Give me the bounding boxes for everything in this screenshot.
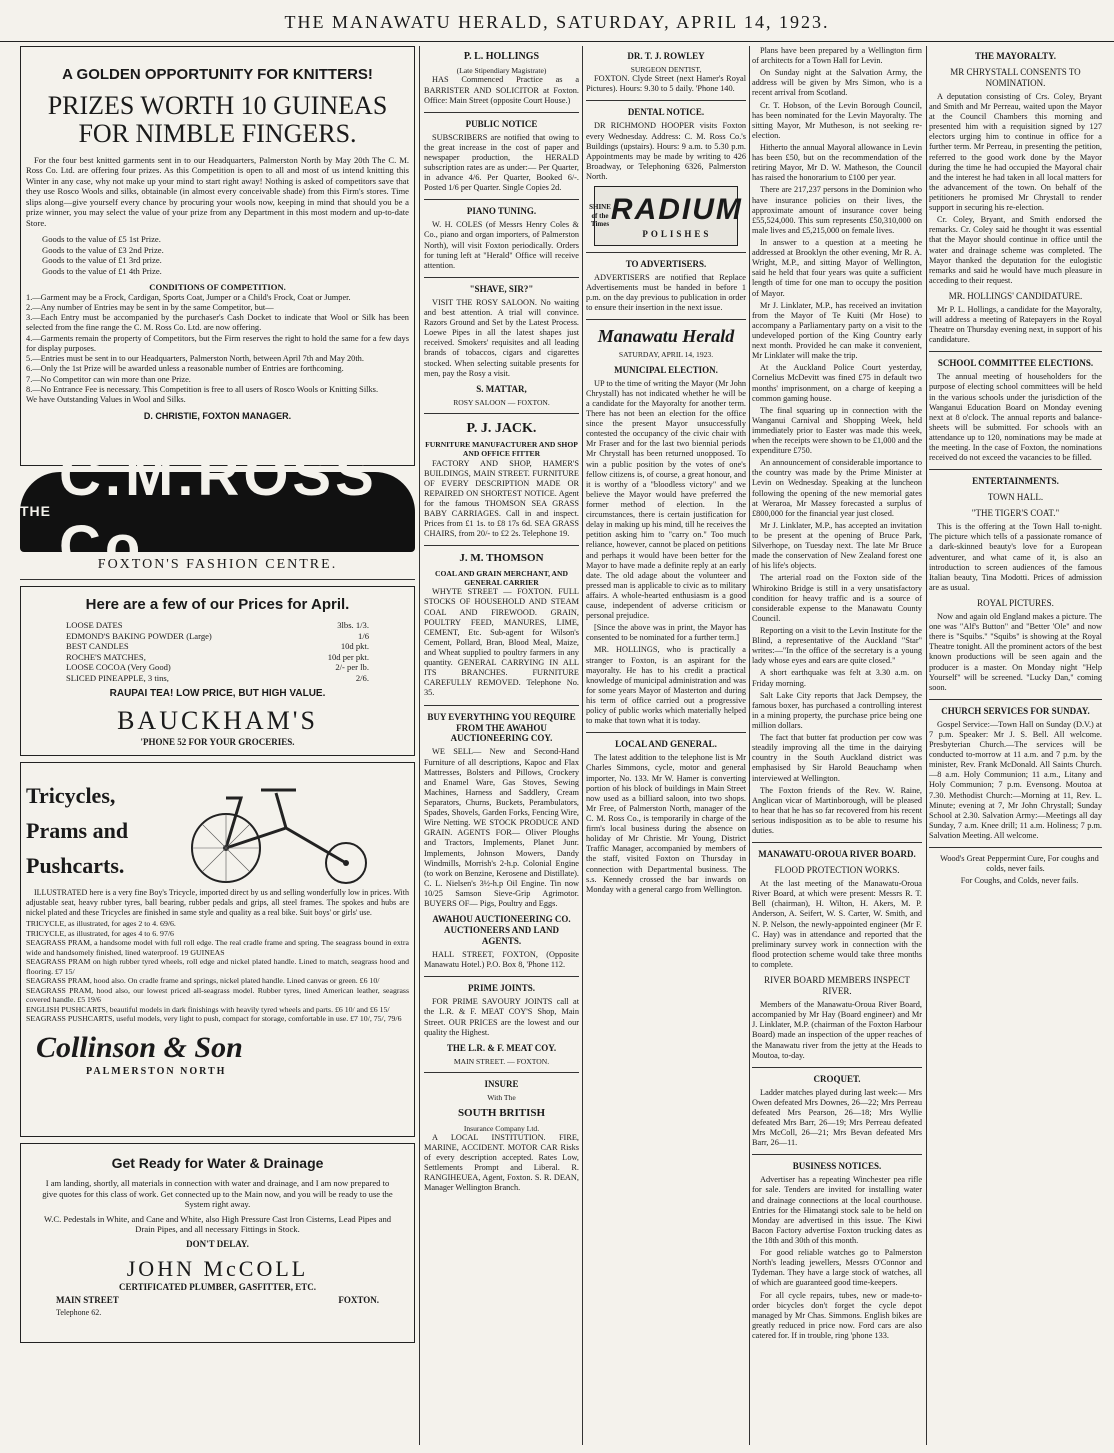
thomson-name: J. M. THOMSON xyxy=(459,552,544,565)
local-title: LOCAL AND GENERAL. xyxy=(615,739,717,750)
price-row: BEST CANDLES 10d pkt. xyxy=(66,641,369,652)
column-news-5 xyxy=(929,46,1102,1445)
condition-item: 7.—No Competitor can win more than one Prize. xyxy=(26,374,191,384)
prize-list xyxy=(42,234,409,276)
golden-headline: A GOLDEN OPPORTUNITY FOR KNITTERS! xyxy=(62,66,373,83)
members-text: Members of the Manawatu-Oroua River Board, accompanied by Mr Hay (Board engineer) and Mr J. Linklater, M.P. (chairman of the Foxton Harbour Board) made an inspection of the upper reaches of the Manawatu river from the jetty at the Heads to Moutoa, to-day. xyxy=(752,1000,922,1060)
shave-text: VISIT THE ROSY SALOON. No waiting and best attention. A trial will convince. Razors Ground and Set by the Latest Process. Loewe Pipes in all the latest shapes just received. Smokers' requisites and all leading brands of tobaccos, cigars and cigarettes stocked. When selecting suitable presents for men, pay the Rosy a visit. xyxy=(424,297,579,378)
tiger-text: This is the offering at the Town Hall to-night. The picture which tells of a passionate romance of a dark-skinned beauty's love for a European adventurer, and what came of it, is also an introduction to screen audiences of the famous Italian beauty, Tina Modotti. Prices of admission are as usual. xyxy=(929,522,1102,592)
mayoralty-text: A deputation consisting of Crs. Coley, Bryant and Smith and Mr Perreau, waited upon the Mayor at the Council Chambers this morning and presented him with a requisition signed by 127 electors urging him to continue in office for a further term. Mr Perreau, in presenting the petition, referred to the good work done by the Mayor during the time he had occupied the Mayoral chair and the interest he had taken in all local matters for the advancement of the town. On behalf of the petitioners he promised Mr Chrystall to render support in securing his re-election. xyxy=(929,91,1102,213)
piano-text: W. H. COLES (of Messrs Henry Coles & Co., piano and organ importers, of Palmerston North), will visit Foxton periodically. Orders for tuning left at "Herald" Office will receive attention. xyxy=(424,220,579,270)
hollings-text: HAS Commenced Practice as a BARRISTER AND SOLICITOR at Foxton. Office: Main Street (opposite Court House.) xyxy=(424,75,579,105)
column-ads-3 xyxy=(586,46,746,1445)
news-para: Plans have been prepared by a Wellington firm of architects for a Town Hall for Levin. xyxy=(752,46,922,66)
water-headline: Get Ready for Water & Drainage xyxy=(111,1155,324,1172)
condition-item: 1.—Garment may be a Frock, Cardigan, Sports Coat, Jumper or a Child's Frock, Coat or Jumper. xyxy=(26,292,351,302)
pram-price-item: SEAGRASS PUSHCARTS, useful models, very light to push, compact for storage, comfortable in use. £7 10/, 75/, 79/6 xyxy=(26,1014,402,1024)
ross-logo-the: THE xyxy=(20,503,51,520)
candidature-text: Mr P. L. Hollings, a candidate for the Mayoralty, will address a meeting of Ratepayers in the Royal Theatre on Thursday evening next, in support of his candidature. xyxy=(929,304,1102,345)
pram-price-list xyxy=(26,919,409,1024)
insure-with: With The xyxy=(487,1092,516,1102)
news-para: Mr J. Linklater, M.P., has accepted an invitation to be present at the opening of Bruce Park, Silverhope, on Tuesday next. The late Mr Bruce made the conservation of New Zealand forest one of his life's objects. xyxy=(752,520,922,571)
mccoll-trade: CERTIFICATED PLUMBER, GASFITTER, ETC. xyxy=(118,1282,317,1293)
dont-delay: DON'T DELAY. xyxy=(186,1238,249,1249)
price-list xyxy=(66,620,369,683)
bauckham-ad xyxy=(20,586,415,756)
radium-brand: RADIUM xyxy=(610,193,743,227)
municipal-text: UP to the time of writing the Mayor (Mr John Chrystall) has not indicated whether he will be a candidate for the Mayoralty for another term. There has not been an election for the office since the present Mayor unsuccessfully contested the occupancy of the civic chair with Mr Fraser and for the last two biennial periods Mr Chrystall has been returned unopposed. To win a public position by the votes of one's fellow citizens is, of course, a great honour, and it is worthy of a "bloodless victory" and we believe the Mayor would have preferred the former method of election. In the circumstances, there is certain justification for delay in making up his mind, till he receives the petition asking him to "carry on." Too much reliance, however, cannot be placed on petitions and perhaps it would have been better for the Mayor to have made a definite reply at an early date. The old adage about the volunteer and pressed man is applicable to civic as to military affairs. A whole-hearted enthusiasm is a good cause, independent of adverse criticism or personal prejudice. xyxy=(586,378,746,621)
collinson-location: PALMERSTON NORTH xyxy=(86,1066,227,1078)
insure-title: INSURE xyxy=(484,1078,519,1089)
mccoll-name: JOHN McCOLL xyxy=(126,1255,309,1281)
condition-item: 6.—Only the 1st Prize will be awarded unless a reasonable number of Entries are forthcoming. xyxy=(26,364,344,374)
mccoll-ad xyxy=(20,1143,415,1343)
manager-signature: D. CHRISTIE, FOXTON MANAGER. xyxy=(143,411,292,422)
news-para: A short earthquake was felt at 3.30 a.m. on Friday morning. xyxy=(752,668,922,688)
town-hall-title: TOWN HALL. xyxy=(987,492,1044,503)
radium-polish-ad xyxy=(589,186,743,246)
mattar-sub: ROSY SALOON — FOXTON. xyxy=(453,397,550,407)
pram-price-item: SEAGRASS PRAM, hood also. On cradle frame and springs, nickel plated handle. Lined canvas or green. £6 10/ xyxy=(26,976,380,986)
news-para: Salt Lake City reports that Jack Dempsey, the famous boxer, has purchased a controlling interest in a mining property, the purchase price being one million dollars. xyxy=(752,690,922,730)
woods-ad: Wood's Great Peppermint Cure, For coughs and colds, never fails. xyxy=(940,854,1099,874)
price-row: LOOSE DATES 3lbs. 1/3. xyxy=(66,620,369,631)
lr-name: THE L.R. & F. MEAT COY. xyxy=(446,1042,557,1053)
prize-item: Goods to the value of £1 4th Prize. xyxy=(42,265,162,276)
news-para: Hitherto the annual Mayoral allowance in Levin has been £50, but on the recommendation of the retiring Mayor, Mr D. W. Matheson, the Council has raised the honorarium to £100 per year. xyxy=(752,142,922,183)
awahou-heading: BUY EVERYTHING YOU REQUIRE FROM THE AWAHOU AUCTIONEERING COY. xyxy=(427,711,576,744)
water-text: I am landing, shortly, all materials in connection with water and drainage, and I am now prepared to give quotes for this class of work. Get connected up to the Main now, and you will be ready to use the System right away. xyxy=(42,1178,393,1210)
business-title: BUSINESS NOTICES. xyxy=(792,1161,882,1172)
shave-title: "SHAVE, SIR?" xyxy=(469,283,534,294)
piano-title: PIANO TUNING. xyxy=(466,206,537,217)
thomson-sub: COAL AND GRAIN MERCHANT, AND GENERAL CARRIER xyxy=(435,568,568,588)
condition-item: 8.—No Entrance Fee is necessary. This Competition is free to all users of Rosco Wools or Knitting Silks. xyxy=(26,384,379,394)
radium-sub: POLISHES xyxy=(642,228,712,239)
municipal-hollings: MR. HOLLINGS, who is practically a stranger to Foxton, is an aspirant for the mayoralty. He has to his credit a practical knowledge of municipal administration and was for some years Mayor of Masterton and during his term of office carried out a progressive policy of public works which materially helped to make that town what it is today. xyxy=(586,645,746,726)
news-para: On Sunday night at the Salvation Army, the address will be given by Mrs Simon, who is a recent arrival from Scotland. xyxy=(752,68,922,98)
candidature-title: MR. HOLLINGS' CANDIDATURE. xyxy=(948,290,1083,301)
news-para: The Foxton friends of the Rev. W. Raine, Anglican vicar of Martinborough, will be pleased to hear that he has so far recovered from his recent serious indisposition as to be able to resume his duties. xyxy=(752,785,922,836)
south-british: SOUTH BRITISH xyxy=(457,1107,546,1120)
pram-price-item: SEAGRASS PRAM, hood also, our lowest priced all-seagrass model. Rubber tyres, lined American leather, seagrass covered handle. £5 19/6 xyxy=(26,985,409,1005)
conditions-title: CONDITIONS OF COMPETITION. xyxy=(149,282,286,293)
herald-nameplate: Manawatu Herald xyxy=(597,326,735,347)
advertisers-text: ADVERTISERS are notified that Replace Advertisements must be handed in before 1 p.m. on the day previous to publication in order to ensure their insertion in the next issue. xyxy=(586,273,746,313)
entertainments-title: ENTERTAINMENTS. xyxy=(972,476,1059,487)
news-para: An announcement of considerable importance to the country was made by the Prime Minister at Levin on Wednesday. Speaking at the luncheon following the opening of the new memorial gates at Weraroa, Mr Massey forecasted a surplus of £800,000 for the financial year just closed. xyxy=(752,458,922,518)
jack-text: FACTORY AND SHOP, HAMER'S BUILDINGS, MAIN STREET. FURNITURE OF EVERY DESCRIPTION MADE OR REPAIRED ON SHORTEST NOTICE. Agent for the famous THOMSON SEA GRASS BABY CARRIAGES. Call in and inspect. Prices from £1 1s. to £8 17s 6d. SEA GRASS CHAIRS, from 20/- to £2 2s. Telephone 19. xyxy=(424,458,579,539)
news-para: The arterial road on the Foxton side of the Whirokino Bridge is still in a very unsatisfactory condition for heavy traffic and is a source of considerable expense to the Manawatu County Council. xyxy=(752,573,922,623)
rowley-name: DR. T. J. ROWLEY xyxy=(627,51,705,61)
church-title: CHURCH SERVICES FOR SUNDAY. xyxy=(941,705,1090,716)
advertisers-title: TO ADVERTISERS. xyxy=(625,259,707,270)
public-notice-title: PUBLIC NOTICE xyxy=(465,118,538,129)
oroua-title: MANAWATU-OROUA RIVER BOARD. xyxy=(758,849,916,860)
public-notice-text: SUBSCRIBERS are notified that owing to the great increase in the cost of paper and newspaper production, the HERALD subscription rates are as under:— Per Quarter, in advance 4/6. Per Quarter, Booked 6/-. Posted 1/6 per Quarter. Single Copies 2d. xyxy=(424,132,579,193)
insure-company: Insurance Company Ltd. xyxy=(463,1123,540,1133)
lr-sub: MAIN STREET. — FOXTON. xyxy=(453,1056,550,1066)
prices-headline: Here are a few of our Prices for April. xyxy=(85,596,350,614)
school-text: The annual meeting of householders for the purpose of electing school committees will be held in the various schools under the jurisdiction of the Wanganui Education Board on Monday evening next at 8 o'clock. The annual reports and balance-sheets will be submitted. For schools with an attendance up to 120, nominations may be made at the meeting. In the case of Foxton, the nominations received do not exceed the vacancies to be filled. xyxy=(929,372,1102,463)
insure-text: A LOCAL INSTITUTION. FIRE, MARINE, ACCIDENT. MOTOR CAR Risks of every description accepted. Rates Low, Settlements Prompt and Liberal. R. RANGIHEUEA, Agent, Foxton. S. R. DEAN, Manager Wellington Branch. xyxy=(424,1132,579,1193)
hollings-sub: (Late Stipendiary Magistrate) xyxy=(456,66,547,76)
jack-sub: FURNITURE MANUFACTURER AND SHOP AND OFFICE FITTER xyxy=(425,440,578,459)
conditions-list xyxy=(26,293,409,406)
flood-text: At the last meeting of the Manawatu-Oroua River Board, at which were present: Messrs R. T. Bell (chairman), H. Wilton, H. Akers, M. P. Anderson, A. Seifert, W. S. Carter, W. Smith, and N. P. Nelson, the newly-appointed engineer (Mr F. C. Hay) was in attendance and reported that the preliminary survey work in connection with the flood protection scheme would take three months to complete. xyxy=(752,879,922,970)
herald-date: SATURDAY, APRIL 14, 1923. xyxy=(618,350,714,360)
awahou-address: HALL STREET, FOXTON, (Opposite Manawatu Hotel.) P.O. Box 8, 'Phone 112. xyxy=(424,950,579,970)
news-para: For all cycle repairs, tubes, new or made-to-order bicycles don't forget the cycle depot managed by Mr Chas. Simmons. English bikes are greatly reduced in price now. Ford cars are also catered for. If in trouble, ring 'phone 133. xyxy=(752,1290,922,1340)
mayoralty-text: Cr. Coley, Bryant, and Smith endorsed the remarks. Cr. Coley said he thought it was essential that the Mayor should continue in office until the water and drainage scheme was completed. The Mayor thanked the deputation for the eulogistic remarks and said he would have much pleasure in acceding to their request. xyxy=(929,215,1102,285)
rowley-sub: SURGEON DENTIST, xyxy=(630,64,702,74)
business-text: Advertiser has a repeating Winchester pea rifle for sale. Tenders are invited for installing water and drainage connections at the local courthouse. Entries for the Himatangi stock sale to be held on Monday are advertised in this issue. The Kiwi Bacon Factory advertise Foxton trucking dates as the 18th and 30th of this month. xyxy=(752,1175,922,1245)
tricycle-heading: Tricycles, Prams and Pushcarts. xyxy=(26,783,129,879)
price-row: SLICED PINEAPPLE, 3 tins, 2/6. xyxy=(66,672,369,683)
jack-name: P. J. JACK. xyxy=(466,420,537,436)
prize-item: Goods to the value of £3 2nd Prize. xyxy=(42,244,164,255)
tricycle-illustration xyxy=(166,768,396,888)
royal-title: ROYAL PICTURES. xyxy=(977,598,1054,609)
condition-item: 5.—Entries must be sent in to our Headquarters, Palmerston North, between April 7th and May 20th. xyxy=(26,354,364,364)
knit-intro: For the four best knitted garments sent in to our Headquarters, Palmerston North by May 20th The C. M. Ross Co. Ltd. are offering four prizes. As this Competition is open to all and most of us intend knitting this Winter in any case, why not make up your mind to start right away! Nothing is asked of competitors save that they use Rosco Wools and silks, obtainable (in almost every conceivable shade) from this Firm's stores. Time slips along—give yourself every chance by procuring your wools now, keeping in mind that should you be a prize winner, you may select the value of your prize from any Department in this most modern and up-to-date Store. xyxy=(26,154,409,228)
price-row: ROCHE'S MATCHES, 10d per pkt. xyxy=(66,651,369,662)
dental-title: DENTAL NOTICE. xyxy=(627,107,705,118)
outstanding-values: We have Outstanding Values in Wool and Silks. xyxy=(26,395,186,405)
fashion-centre: FOXTON'S FASHION CENTRE. xyxy=(97,557,338,572)
consents-title: MR CHRYSTALL CONSENTS TO NOMINATION. xyxy=(950,66,1081,88)
woods-ad: For Coughs, and Colds, never fails. xyxy=(960,876,1079,886)
news-para: The final squaring up in connection with the Wanganui Carnival and Shopping Week, held immediately prior to Easter was made this week, when the receipts were shown to be £1,000 and the expenditure £750. xyxy=(752,405,922,456)
dental-text: DR RICHMOND HOOPER visits Foxton every Wednesday. Address: C. M. Ross Co.'s Buildings (upstairs). Hours: 9 a.m. to 5.30 p.m. Appointments may be made by writing to 426 Broadway, or Telephoning 6326, Palmerston North. xyxy=(586,121,746,181)
condition-item: 4.—Garments remain the property of Competitors, but the Firm reserves the right to hold the same for a few days for display purposes. xyxy=(26,333,409,353)
raupai-tea: RAUPAI TEA! LOW PRICE, BUT HIGH VALUE. xyxy=(109,688,326,700)
ross-logo-text: C.M.ROSS Co xyxy=(59,443,378,579)
column-ads-left xyxy=(20,46,415,1445)
pram-price-item: SEAGRASS PRAM on high rubber tyred wheels, roll edge and nickel plated handle. Lined to match, seagrass hood and flooring. £7 15/ xyxy=(26,957,409,976)
awahou-text: WE SELL— New and Second-Hand Furniture of all descriptions, Kapoc and Flax Mattresses, Bolsters and Pillows, Crockery and Enamel Ware, Gas Stoves, Sewing Machines, Harness and Saddlery, Cream Separators, Churns, Buckets, Perambulators, Spades, Shovels, Garden Forks, Fencing Wire, Wire Netting. WE STOCK PRODUCE AND GRAIN. AGENTS FOR— Oliver Ploughs and Tractors, Implements, Planet Junr. Implements, Johnson Mowers, Dandy Windmills, Morrish's 2-h.p. Colonial Engine (to work on Benzine, Kerosene and Distillate). C. L. Nielsen's 3½-h.p Oil Engine. Tin now 10/25 Samson Sieve-Grip Agrimotor. BUYERS OF— Pigs, Poultry and Eggs. xyxy=(424,747,579,909)
collinson-logo: Collinson & Son xyxy=(36,1030,243,1064)
local-text: The latest addition to the telephone list is Mr Charles Simmons, cycle, motor and general importer, No. 133. Mr W. Hamer is converting portion of his block of buildings in Main Street now used as a billiard saloon, into two shops. Mr Free, of Palmerston North, manager of the C. M. Ross Co., is temporarily in charge of the firm's local business during the absence on holiday of Mr Christie. Mr Young, District Traffic Manager, accompanied by members of the staff, visited Foxton on Thursday in connection with Departmental business. The s.s. Kennedy crossed the bar inwards on Monday with a general cargo from Wellington. xyxy=(586,753,746,894)
municipal-title: MUNICIPAL ELECTION. xyxy=(614,364,718,375)
prize-item: Goods to the value of £1 3rd prize. xyxy=(42,255,162,266)
condition-item: 3.—Each Entry must be accompanied by the purchaser's Cash Docket to indicate that Wool or Silk has been selected from the fine range the C. M. Ross Co. Ltd. are now offering. xyxy=(26,313,409,333)
tiger-title: "THE TIGER'S COAT." xyxy=(971,508,1060,519)
prime-text: FOR PRIME SAVOURY JOINTS call at the L.R. & F. MEAT COY'S Shop, Main Street. OUR PRICES are the lowest and our quality the Highest. xyxy=(424,997,579,1037)
mayoralty-title: THE MAYORALTY. xyxy=(974,51,1057,61)
awahou-name: AWAHOU AUCTIONEERING CO. AUCTIONEERS AND LAND AGENTS. xyxy=(432,914,571,947)
bauckham-phone: 'PHONE 52 FOR YOUR GROCERIES. xyxy=(140,737,295,748)
members-title: RIVER BOARD MEMBERS INSPECT RIVER. xyxy=(764,975,910,997)
masthead: THE MANAWATU HERALD, SATURDAY, APRIL 14, 1923. xyxy=(0,0,1114,42)
croquet-text: Ladder matches played during last week:— Mrs Owen defeated Mrs Downes, 26—22; Mrs Perreau defeated Mrs Pearson, 26—18; Mrs Wyllie defeated Mrs Barr, 26—19; Mrs Perreau defeated Mrs McColl, 26—21; Mrs Bevan defeated Mrs Barr, 26—11. xyxy=(752,1087,922,1148)
shine-badge: SHINE of the Times xyxy=(589,203,611,229)
church-text: Gospel Service:—Town Hall on Sunday (D.V.) at 7 p.m. Speaker: Mr J. S. Bell. All welcome. Presbyterian Church.—The services will be conducted to-morrow at 11 a.m. and 7 p.m. by the minister, Rev. Frank McDonald. All Saints Church.—8 a.m. Holy Communion; 11 a.m., Litany and Holy Communion; 7 p.m. Evensong. Moutoa at 7.30. Methodist Church:—Morning at 11, Rev. L. Minute; evening at 7, Mr John Chrystall; Sunday School at 2.30. Salvation Army:—Meetings all day Sunday, 7 a.m. Knee drill; 11 a.m. Holiness; 7 p.m. Salvation Meeting. All welcome. xyxy=(929,719,1102,841)
news-para: The fact that butter fat production per cow was steadily improving all the time in the dairying country in the South Auckland district was emphasised by Sir Harold Beauchamp when interviewed at Wellington. xyxy=(752,733,922,783)
condition-item: 2.—Any number of Entries may be sent in by the same Competitor, but— xyxy=(26,302,274,312)
rowley-text: FOXTON. Clyde Street (next Hamer's Royal Pictures). Hours: 9.30 to 5 daily. 'Phone 140. xyxy=(586,74,746,94)
royal-text: Now and again old England makes a picture. The one was "Alf's Button" and "Better 'Ole" and now there is "Squibs." "Squibs" is showing at the Royal Theatre tonight. All the prominent actors of the best known productions will be seen again and the producer is a master. On Monday night "Help Yourself" will be screened. "Lucky Dan," coming soon. xyxy=(929,611,1102,692)
news-para: Mr J. Linklater, M.P., has received an invitation from the Mayor of Te Kuiti (Mr Hose) to accompany a Parliamentary party on a visit to the undeveloped portion of the King Country early next month. Provided he can make it convenient, Mr Linklater will make the trip. xyxy=(752,300,922,361)
mattar-name: S. MATTAR, xyxy=(476,383,527,394)
thomson-text: WHYTE STREET — FOXTON. FULL STOCKS OF HOUSEHOLD AND STEAM COAL AND FIREWOOD. GRAIN, POULTRY FEED, MANURES, LIME, CEMENT, Etc. Sub-agent for Wilson's Cement, Pollard, Bran, Blood Meal, Maize, and Wheat supplied to poultry farmers in any quantity. GENERAL CARRYING IN ALL ITS BRANCHES. FURNITURE CAREFULLY REMOVED. Telephone No. 35. xyxy=(424,587,579,698)
prizes-headline: PRIZES WORTH 10 GUINEAS FOR NIMBLE FINGERS. xyxy=(47,91,388,148)
news-para: Reporting on a visit to the Levin Institute for the Blind, a representative of the Auckland "Star" writes:—"In the office of the secretary is a young lady whose eyes and ears are quite closed." xyxy=(752,626,922,666)
pram-price-item: TRICYCLE, as illustrated, for ages 4 to 6. 97/6 xyxy=(26,928,174,938)
price-row: LOOSE COCOA (Very Good) 2/- per lb. xyxy=(66,662,369,673)
prime-title: PRIME JOINTS. xyxy=(467,983,535,994)
collinson-ad xyxy=(20,762,415,1137)
pram-price-item: ENGLISH PUSHCARTS, beautiful models in dark finishings with heavily tyred wheels and parts. £6 10/ and £6 15/ xyxy=(26,1004,390,1014)
column-news-4 xyxy=(752,46,922,1445)
pram-price-item: TRICYCLE, as illustrated, for ages 2 to 4. 69/6. xyxy=(26,919,176,929)
mccoll-address: MAIN STREET FOXTON. xyxy=(56,1295,379,1306)
column-ads-2 xyxy=(424,46,579,1445)
bauckham-name: BAUCKHAM'S xyxy=(117,706,318,736)
hollings-name: P. L. HOLLINGS xyxy=(463,51,540,62)
news-para: There are 217,237 persons in the Dominion who have insurance policies on their lives, the approximate amount of insurance cover being £55,524,000. This sum represents £50,310,000 on male lives and £5,215,000 on female lives. xyxy=(752,185,922,235)
news-para: Cr. T. Hobson, of the Levin Borough Council, has been nominated for the Levin Mayoralty. The sitting Mayor, Mr Mutheson, is not seeking re-election. xyxy=(752,100,922,140)
school-title: SCHOOL COMMITTEE ELECTIONS. xyxy=(937,358,1094,369)
croquet-title: CROQUET. xyxy=(813,1073,861,1084)
mccoll-telephone: Telephone 62. xyxy=(56,1308,102,1318)
flood-title: FLOOD PROTECTION WORKS. xyxy=(774,865,900,876)
water-fittings: W.C. Pedestals in White, and Cane and White, also High Pressure Cast Iron Cisterns, Lead Pipes and Drain Pipes, and all necessary Fittings in Stock. xyxy=(43,1213,392,1235)
ross-knitting-ad xyxy=(20,46,415,466)
tricycle-description: ILLUSTRATED here is a very fine Boy's Tricycle, imported direct by us and selling wonderfully low in prices. With adjustable seat, heavy rubber tyres, ball bearing, rubber pedals and grips, all steel frames. The spokes and hubs are nickel plated and these Tricycles are finished in same style and quality as a real bike. Suit boys' or girls' use. xyxy=(26,888,409,917)
price-row: EDMOND'S BAKING POWDER (Large) 1/6 xyxy=(66,630,369,641)
news-para: At the Auckland Police Court yesterday, Cornelius McDevitt was fined £75 in default two months' imprisonment, on a charge of keeping a common gaming house. xyxy=(752,363,922,403)
municipal-note: [Since the above was in print, the Mayor has consented to be nominated for a further term.] xyxy=(586,623,746,643)
news-para: For good reliable watches go to Palmerston North's leading jewellers, Messrs O'Connor and Tydeman. They have a large stock of watches, all of which are guaranteed good time-keepers. xyxy=(752,1248,922,1288)
news-para: In answer to a question at a meeting he addressed at Brooklyn the other evening, Mr R. A. Wright, M.P., and sitting Mayor of Wellington, said he held that four years was quite a sufficient length of time for one man to occupy the position of Mayor. xyxy=(752,237,922,298)
prize-item: Goods to the value of £5 1st Prize. xyxy=(42,234,161,245)
pram-price-item: SEAGRASS PRAM, a handsome model with full roll edge. The real cradle frame and spring. The seagrass bound in extra wide and handsomely finished, lined waterproof. 19 GUINEAS xyxy=(26,938,409,957)
